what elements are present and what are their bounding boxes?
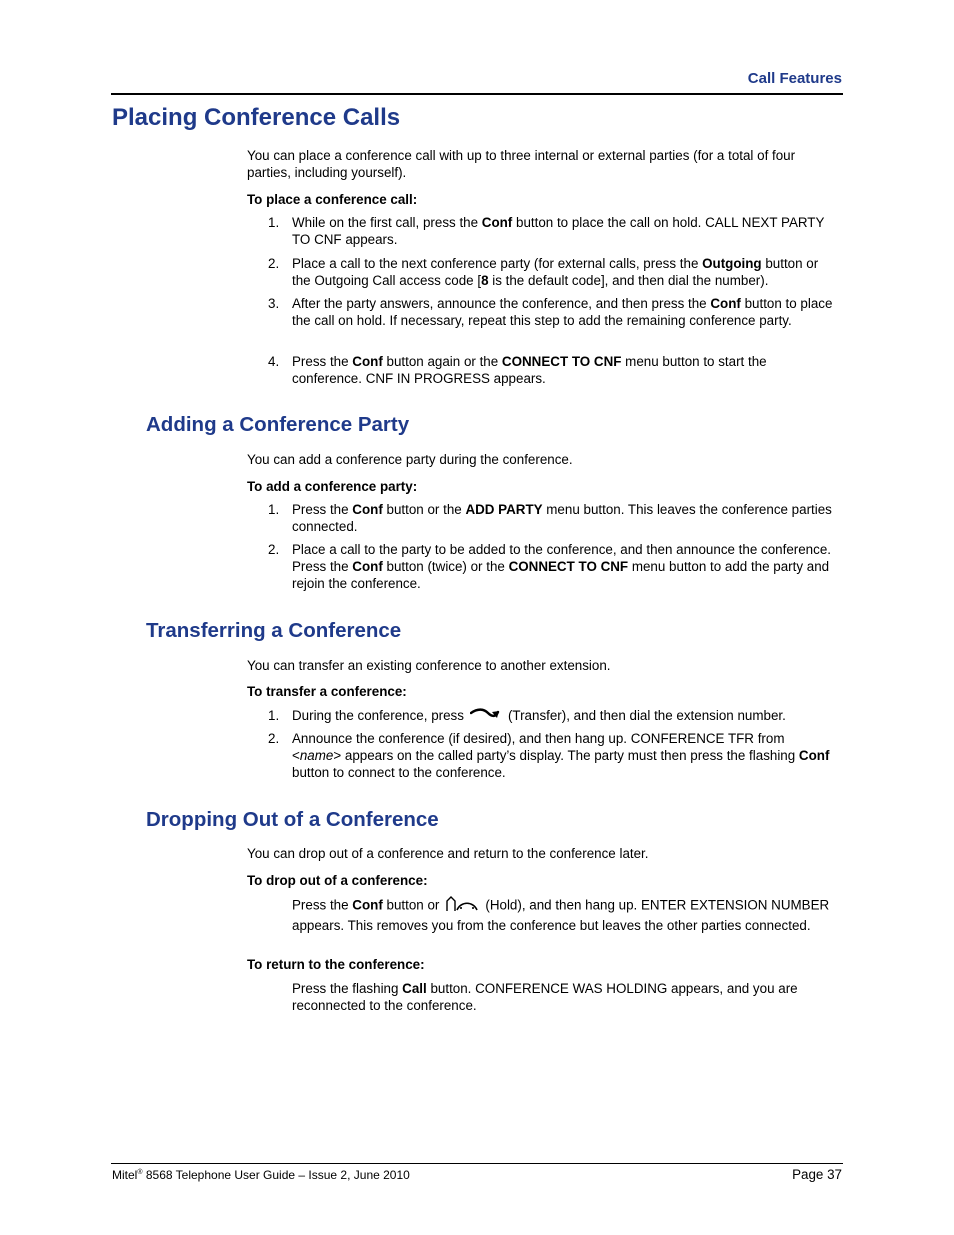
dropping-intro: You can drop out of a conference and return to the conference later. bbox=[247, 846, 649, 861]
adding-intro: You can add a conference party during the conference. bbox=[247, 452, 573, 467]
adding-step-2: 2. Place a call to the party to be added to the conference, and then announce the conference. Press the Conf button (twice) or the CONNECT TO CNF menu button to add the party and rejoin the conference. bbox=[268, 542, 831, 591]
dropping-para-1: Press the Conf button or (Hold), and then hang up. ENTER EXTENSION NUMBER appears. This removes you from the conference but leaves the other parties connected. bbox=[292, 895, 833, 934]
footer-rule bbox=[111, 1163, 843, 1164]
dropping-lead-1: To drop out of a conference: bbox=[247, 873, 428, 888]
transferring-intro: You can transfer an existing conference to another extension. bbox=[247, 658, 611, 673]
placing-step-3: 3. After the party answers, announce the conference, and then press the Conf button to place the call on hold. If necessary, repeat this step to add the remaining conference party. bbox=[268, 296, 833, 328]
transferring-lead: To transfer a conference: bbox=[247, 684, 407, 699]
dropping-heading: Dropping Out of a Conference bbox=[146, 808, 439, 831]
page-number: Page 37 bbox=[792, 1167, 842, 1182]
header-rule bbox=[111, 93, 843, 95]
adding-lead: To add a conference party: bbox=[247, 479, 418, 494]
adding-heading: Adding a Conference Party bbox=[146, 413, 410, 436]
placing-step-2: 2. Place a call to the next conference party (for external calls, press the Outgoing button or the Outgoing Call access code [8 is the default code], and then dial the number). bbox=[268, 256, 819, 288]
footer-title: Mitel® 8568 Telephone User Guide – Issue 2, June 2010 bbox=[112, 1168, 410, 1182]
transferring-step-1: 1. During the conference, press (Transfer), and then dial the extension number. bbox=[268, 707, 833, 725]
transfer-icon bbox=[470, 707, 502, 725]
placing-lead: To place a conference call: bbox=[247, 192, 418, 207]
dropping-lead-2: To return to the conference: bbox=[247, 957, 425, 972]
hold-icon bbox=[445, 895, 479, 917]
placing-intro: You can place a conference call with up to three internal or external parties (for a total of four parties, including yourself). bbox=[247, 148, 796, 180]
adding-step-1: 1. Press the Conf button or the ADD PARTY menu button. This leaves the conference parties connected. bbox=[268, 502, 832, 534]
placing-step-1: 1. While on the first call, press the Conf button to place the call on hold. CALL NEXT PARTY TO CNF appears. bbox=[268, 215, 825, 247]
transferring-heading: Transferring a Conference bbox=[146, 619, 402, 642]
transferring-step-2: 2. Announce the conference (if desired), and then hang up. CONFERENCE TFR from <name> appears on the called party’s display. The party must then press the flashing Conf button to connect to the conference. bbox=[268, 731, 830, 780]
page-title: Placing Conference Calls bbox=[112, 104, 401, 131]
placing-step-4: 4. Press the Conf button again or the CONNECT TO CNF menu button to start the conference. CNF IN PROGRESS appears. bbox=[268, 354, 767, 386]
running-header: Call Features bbox=[747, 70, 842, 87]
dropping-para-2: Press the flashing Call button. CONFERENCE WAS HOLDING appears, and you are reconnected to the conference. bbox=[292, 981, 798, 1013]
